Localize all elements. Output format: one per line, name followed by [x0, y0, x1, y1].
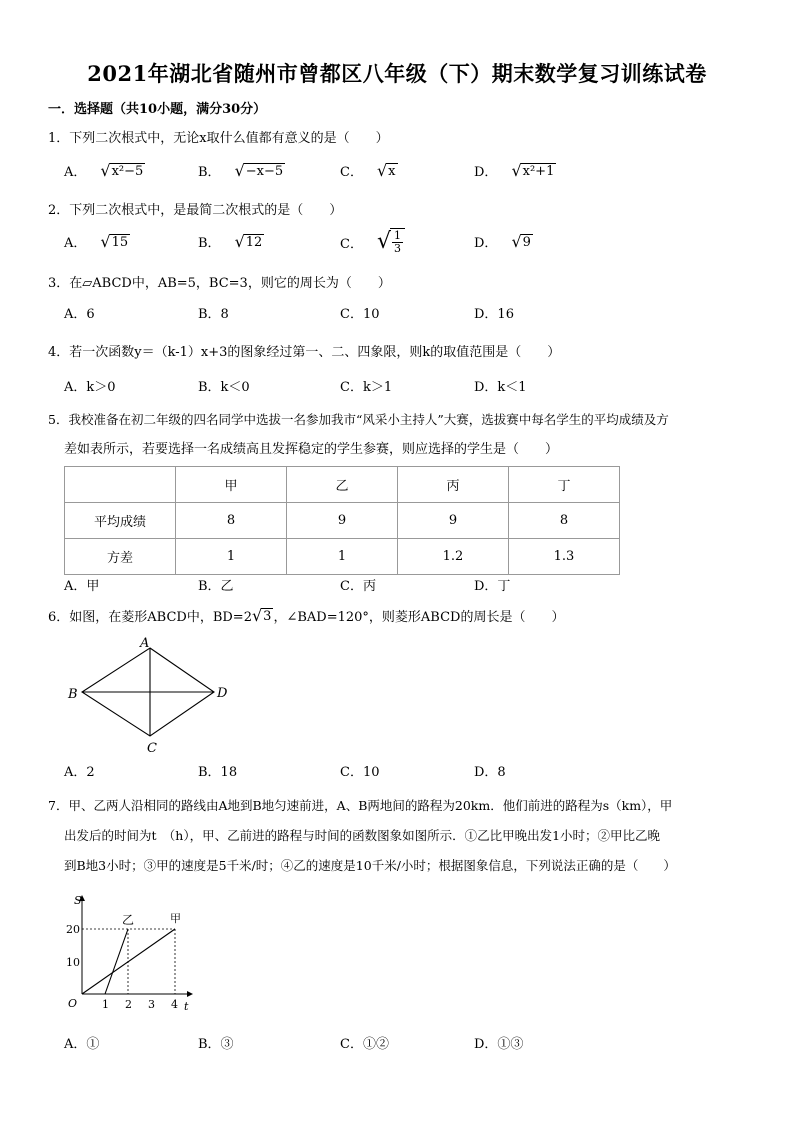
q4-option-d[interactable]: D．k＜1 [474, 380, 527, 395]
y-tick-20: 20 [66, 923, 80, 936]
sqrt-symbol: √ −x−5 [234, 161, 284, 180]
q5-option-c[interactable]: C．丙 [340, 579, 376, 594]
series-line-jia [82, 929, 175, 994]
score-table [64, 466, 620, 575]
table-cell: 9 [287, 503, 398, 539]
question-2: 2．下列二次根式中，是最简二次根式的是（ ） [48, 203, 343, 218]
x-tick-1: 1 [102, 998, 109, 1011]
q7-option-b[interactable]: B．③ [198, 1037, 234, 1052]
question-5-line-2: 差如表所示，若要选择一名成绩高且发挥稳定的学生参赛，则应选择的学生是（ ） [64, 442, 559, 457]
table-cell: 9 [398, 503, 509, 539]
q6-option-a[interactable]: A．2 [64, 765, 95, 780]
section-heading: 一．选择题（共10小题，满分30分） [48, 102, 267, 117]
y-tick-10: 10 [66, 956, 80, 969]
q3-option-b[interactable]: B．8 [198, 307, 229, 322]
question-4: 4．若一次函数y＝（k-1）x+3的图象经过第一、二、四象限，则k的取值范围是（ ） [48, 345, 561, 360]
q2-option-a[interactable]: A． √ 15 [64, 232, 129, 251]
sqrt-symbol: √ $\frac{1}{3}$ [377, 228, 405, 255]
x-tick-4: 4 [171, 998, 178, 1011]
question-3: 3．在▱ABCD中，AB=5，BC=3，则它的周长为（ ） [48, 276, 391, 291]
q1-option-b[interactable]: B． √ −x−5 [198, 161, 284, 180]
question-1: 1．下列二次根式中，无论x取什么值都有意义的是（ ） [48, 131, 389, 146]
sqrt-symbol: √ 3 [251, 606, 272, 625]
question-5-line-1: 5．我校准备在初二年级的四名同学中选拔一名参加我市“风采小主持人”大赛，选拔赛中每名学生的平均成绩及方 [48, 412, 669, 427]
q1-option-c[interactable]: C． √ x [340, 161, 396, 180]
y-axis-label: S [74, 894, 82, 907]
table-header-cell: 乙 [287, 467, 398, 503]
q3-option-c[interactable]: C．10 [340, 307, 380, 322]
q2-option-b[interactable]: B． √ 12 [198, 232, 263, 251]
table-header-cell: 丙 [398, 467, 509, 503]
table-cell: 方差 [65, 539, 176, 575]
table-cell: 1.2 [398, 539, 509, 575]
question-6: 6．如图，在菱形ABCD中，BD=2 √ 3 ，∠BAD=120°，则菱形ABCD的周长是（ ） [48, 606, 565, 625]
sqrt-symbol: √ 9 [511, 232, 531, 251]
sqrt-symbol: √ x²−5 [100, 161, 144, 180]
page-title: 2021年湖北省随州市曾都区八年级（下）期末数学复习训练试卷 [87, 61, 707, 86]
question-7-line-3: 到B地3小时；③甲的速度是5千米/时；④乙的速度是10千米/小时；根据图象信息，下列说法正确的是（ ） [64, 858, 676, 873]
question-7-line-2: 出发后的时间为t （h），甲、乙前进的路程与时间的函数图象如图所示．①乙比甲晚出发1小时；②甲比乙晚 [64, 828, 661, 843]
vertex-label-c: C [147, 741, 157, 756]
question-7-line-1: 7．甲、乙两人沿相同的路线由A地到B地匀速前进，A、B两地间的路程为20km．他们前进的路程为s（km），甲 [48, 798, 673, 813]
x-axis-label: t [184, 1000, 189, 1013]
q1-option-d[interactable]: D． √ x²+1 [474, 161, 555, 180]
q1-option-a[interactable]: A． √ x²−5 [64, 161, 144, 180]
q7-option-c[interactable]: C．①② [340, 1037, 389, 1052]
q2-option-c[interactable]: C． √ $\frac{1}{3}$ [340, 228, 405, 255]
table-cell: 1.3 [509, 539, 620, 575]
series-line-yi [105, 929, 128, 994]
series-label-yi: 乙 [122, 913, 135, 927]
table-cell: 平均成绩 [65, 503, 176, 539]
q6-option-c[interactable]: C．10 [340, 765, 380, 780]
q4-option-a[interactable]: A．k＞0 [64, 380, 116, 395]
q5-option-a[interactable]: A．甲 [64, 579, 100, 594]
q2-option-d[interactable]: D． √ 9 [474, 232, 531, 251]
table-row [65, 503, 620, 539]
distance-time-graph [60, 890, 200, 1020]
q7-option-a[interactable]: A．① [64, 1037, 100, 1052]
vertex-label-b: B [68, 687, 78, 702]
table-header-cell: 丁 [509, 467, 620, 503]
vertex-label-d: D [217, 686, 228, 701]
table-header-cell [65, 467, 176, 503]
q6-option-d[interactable]: D．8 [474, 765, 506, 780]
series-label-jia: 甲 [170, 912, 181, 925]
rhombus-figure [60, 630, 240, 758]
q4-option-c[interactable]: C．k＞1 [340, 380, 393, 395]
table-cell: 8 [176, 503, 287, 539]
fraction: $\frac{1}{3}$ [393, 229, 401, 255]
sqrt-symbol: √ 12 [234, 232, 263, 251]
q3-option-d[interactable]: D．16 [474, 307, 514, 322]
origin-label: O [68, 997, 78, 1010]
q3-option-a[interactable]: A．6 [64, 307, 95, 322]
sqrt-symbol: √ x [376, 161, 396, 180]
x-tick-3: 3 [148, 998, 155, 1011]
table-header-cell: 甲 [176, 467, 287, 503]
vertex-label-a: A [140, 636, 150, 651]
sqrt-symbol: √ x²+1 [511, 161, 555, 180]
sqrt-symbol: √ 15 [100, 232, 129, 251]
q5-option-b[interactable]: B．乙 [198, 579, 234, 594]
q4-option-b[interactable]: B．k＜0 [198, 380, 250, 395]
table-cell: 1 [287, 539, 398, 575]
table-row [65, 539, 620, 575]
q5-option-d[interactable]: D．丁 [474, 579, 511, 594]
q6-option-b[interactable]: B．18 [198, 765, 238, 780]
table-cell: 8 [509, 503, 620, 539]
q7-option-d[interactable]: D．①③ [474, 1037, 524, 1052]
table-cell: 1 [176, 539, 287, 575]
table-header-row [65, 467, 620, 503]
x-tick-2: 2 [125, 998, 132, 1011]
